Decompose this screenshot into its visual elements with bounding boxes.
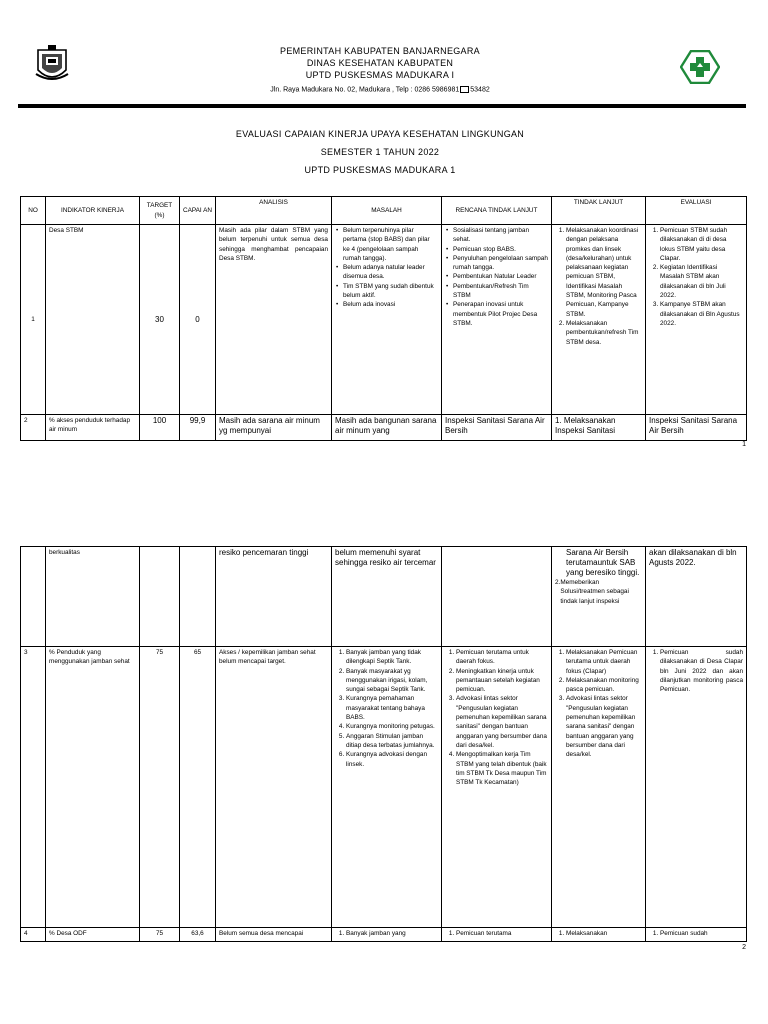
row2-cont-analisis: resiko pencemaran tinggi: [216, 547, 332, 647]
row1-masalah: [332, 225, 442, 415]
col-header-rencana: RENCANA TINDAK LANJUT: [442, 197, 552, 225]
list-item: • Penerapan inovasi untuk membentuk Pilot Projec Desa STBM.: [453, 300, 548, 328]
header-line-2: DINAS KESEHATAN KABUPATEN: [306, 58, 454, 68]
row2-masalah: Masih ada bangunan sarana air minum yang: [332, 415, 442, 441]
header-line-1: PEMERINTAH KABUPATEN BANJARNEGARA: [280, 46, 480, 56]
row1-evaluasi: [646, 225, 747, 415]
list-item: 1. Pemicuan sudah: [660, 929, 743, 938]
list-item: 6. Kurangnya advokasi dengan linsek.: [346, 750, 438, 769]
row1-rencana: [442, 225, 552, 415]
list-item: 1. Banyak jamban yang: [346, 929, 438, 938]
list-item: 3. Advokasi lintas sektor "Pengusulan kegiatan pemenuhan kepemilikan sarana sanitasi" dengan bantuan anggaran yang bersumber dana dari desa/kel.: [456, 694, 548, 750]
list-item: 1. Banyak jamban yang tidak dilengkapi Septik Tank.: [346, 648, 438, 667]
row2-cont-target: [140, 547, 180, 647]
evaluation-table-page-2: [20, 546, 747, 942]
postcode-text: 53482: [470, 86, 490, 94]
row3-tindak: [552, 647, 646, 928]
row3-no: 3: [21, 647, 46, 928]
row1-no: 1: [21, 225, 46, 415]
list-item: • Tim STBM yang sudah dibentuk belum aktif.: [343, 282, 438, 301]
mail-icon: [460, 86, 469, 93]
row2-tindak: 1. Melaksanakan Inspeksi Sanitasi: [552, 415, 646, 441]
list-item: • Pemicuan stop BABS.: [453, 245, 548, 254]
row1-indikator: Desa STBM: [46, 225, 140, 415]
col-header-evaluasi: EVALUASI: [646, 197, 747, 225]
row4-rencana: [442, 928, 552, 942]
list-item: 5. Anggaran Stimulan jamban ditiap desa terbatas jumlahnya.: [346, 732, 438, 751]
list-item: • Belum adanya natular leader disemua desa.: [343, 263, 438, 282]
row3-rencana: [442, 647, 552, 928]
header-line-3: UPTD PUSKESMAS MADUKARA I: [305, 70, 455, 80]
row3-indikator: % Penduduk yang menggunakan jamban sehat: [46, 647, 140, 928]
row2-cont-masalah: belum memenuhi syarat sehingga resiko air tercemar: [332, 547, 442, 647]
table-row: [21, 415, 747, 441]
regency-crest-logo: [34, 44, 70, 84]
evaluation-table-page-1: [20, 196, 747, 441]
list-item: • Belum terpenuhinya pilar pertama (stop BABS) dan pilar ke 4 (pengelolaan sampah rumah tangga).: [343, 226, 438, 263]
list-item: • Belum ada inovasi: [343, 300, 438, 309]
col-header-no: NO: [21, 197, 46, 225]
table-row: [21, 547, 747, 647]
row2-capaian: 99,9: [180, 415, 216, 441]
doc-title-line-2: SEMESTER 1 TAHUN 2022: [320, 147, 440, 157]
page-number-1: 1: [742, 441, 746, 448]
list-item: 2. Melaksanakan pembentukan/refresh Tim STBM desa.: [566, 319, 642, 347]
list-item: 2. Kegiatan Identifikasi Masalah STBM akan dilaksanakan di bln Juli 2022.: [660, 263, 743, 300]
row4-target: 75: [140, 928, 180, 942]
list-item: • Pembentukan/Refresh Tim STBM: [453, 282, 548, 301]
row2-target: 100: [140, 415, 180, 441]
row1-tindak: [552, 225, 646, 415]
row2-rencana: Inspeksi Sanitasi Sarana Air Bersih: [442, 415, 552, 441]
row3-target: 75: [140, 647, 180, 928]
doc-title-line-3: UPTD PUSKESMAS MADUKARA 1: [304, 165, 456, 175]
list-item: 1. Pemicuan sudah dilaksanakan di Desa Clapar bln Juni 2022 dan akan dilanjutkan monitoring pasca Pemicuan.: [660, 648, 743, 694]
row2-tindak-text: Melaksanakan Inspeksi Sanitasi: [555, 416, 616, 435]
row2-tindak-cont-text: Sarana Air Bersih terutamauntuk SAB yang beresiko tinggi.: [566, 548, 640, 577]
row4-evaluasi: [646, 928, 747, 942]
list-item: 1. Melaksanakan: [566, 929, 642, 938]
row1-analisis: Masih ada pilar dalam STBM yang belum terpenuhi untuk semua desa sehingga menghambat pencapaian Desa STBM.: [216, 225, 332, 415]
row2-cont-no: [21, 547, 46, 647]
list-item: 1. Melaksanakan koordinasi dengan pelaksana promkes dan linsek (desa/kelurahan) untuk pelaksanaan kegiatan pemicuan STBM, Identifikasi Masalah STBM, Monitoring Pasca Pemicuan, Kampanye STBM.: [566, 226, 642, 319]
col-header-capaian: CAPAI AN: [180, 197, 216, 225]
table-header-row: [21, 197, 747, 225]
header-address: [180, 86, 580, 93]
col-header-indikator: INDIKATOR KINERJA: [46, 197, 140, 225]
list-item: 4. Kurangnya monitoring petugas.: [346, 722, 438, 731]
row2-no: 2: [21, 415, 46, 441]
list-item: 1. Pemicuan terutama: [456, 929, 548, 938]
col-header-target: TARGET (%): [140, 197, 180, 225]
row1-capaian: 0: [180, 225, 216, 415]
list-item: • Sosialisasi tentang jamban sehat.: [453, 226, 548, 245]
list-item: • Pembentukan Natular Leader: [453, 272, 548, 281]
list-item: 1. Pemicuan STBM sudah dilaksanakan di di desa lokus STBM yaitu desa Clapar.: [660, 226, 743, 263]
list-item: 2. Banyak masyarakat yg menggunakan irigasi, kolam, sungai sebagai Septik Tank.: [346, 667, 438, 695]
row3-evaluasi: [646, 647, 747, 928]
address-text: Jln. Raya Madukara No. 02, Madukara , Telp : 0286 5986981: [270, 86, 460, 94]
row2-evaluasi: Inspeksi Sanitasi Sarana Air Bersih: [646, 415, 747, 441]
list-item: 3. Kampanye STBM akan dilaksanakan di Bln Agustus 2022.: [660, 300, 743, 328]
col-header-analisis: ANALISIS: [216, 197, 332, 225]
list-item: • Penyuluhan pengelolaan sampah rumah tangga.: [453, 254, 548, 273]
list-item: 3. Kurangnya pemahaman masyarakat tentang bahaya BABS.: [346, 694, 438, 722]
row2-indikator: % akses penduduk terhadap air minum: [46, 415, 140, 441]
table-row: [21, 928, 747, 942]
row2-cont-indikator: berkualitas: [46, 547, 140, 647]
table-row: [21, 225, 747, 415]
row1-target: 30: [140, 225, 180, 415]
row2-cont-evaluasi: akan dilaksanakan di bln Agusts 2022.: [646, 547, 747, 647]
row3-masalah: [332, 647, 442, 928]
list-item: 2. Melaksanakan monitoring pasca pemicuan.: [566, 676, 642, 695]
list-item: 1. Melaksanakan Pemicuan terutama untuk daerah fokus (Clapar): [566, 648, 642, 676]
list-item: 4. Mengoptimalkan kerja Tim STBM yang telah dibentuk (baik tim STBM Tk Desa maupun Tim STBM Tk Kecamatan): [456, 750, 548, 787]
row4-masalah: [332, 928, 442, 942]
page-number-2: 2: [742, 944, 746, 951]
row3-capaian: 65: [180, 647, 216, 928]
row2-cont-tindak: [552, 547, 646, 647]
row2-cont-rencana: [442, 547, 552, 647]
row4-no: 4: [21, 928, 46, 942]
list-item: 1. Pemicuan terutama untuk daerah fokus.: [456, 648, 548, 667]
row4-indikator: % Desa ODF: [46, 928, 140, 942]
list-item: 3. Advokasi lintas sektor "Pengusulan kegiatan pemenuhan kepemilikan sarana sanitasi" dengan bantuan anggaran yang bersumber dana dari desa/kel.: [566, 694, 642, 759]
header-divider: [18, 104, 746, 108]
doc-title-line-1: EVALUASI CAPAIAN KINERJA UPAYA KESEHATAN LINGKUNGAN: [235, 129, 525, 139]
row4-tindak: [552, 928, 646, 942]
puskesmas-logo: [680, 50, 720, 84]
row3-analisis: Akses / kepemilikan jamban sehat belum mencapai target.: [216, 647, 332, 928]
col-header-tindak: TINDAK LANJUT: [552, 197, 646, 225]
row2-tindak-item-2: Memeberikan Solusi/treatmen sebagai tindak lanjut inspeksi: [560, 579, 629, 605]
row2-cont-capaian: [180, 547, 216, 647]
col-header-masalah: MASALAH: [332, 197, 442, 225]
list-item: 2. Meningkatkan kinerja untuk pemantauan setelah kegiatan pemicuan.: [456, 667, 548, 695]
list-item: [555, 578, 642, 606]
table-row: [21, 647, 747, 928]
list-marker: 2.: [555, 579, 561, 586]
row4-capaian: 63,6: [180, 928, 216, 942]
row2-analisis: Masih ada sarana air minum yg mempunyai: [216, 415, 332, 441]
row4-analisis: Belum semua desa mencapai: [216, 928, 332, 942]
